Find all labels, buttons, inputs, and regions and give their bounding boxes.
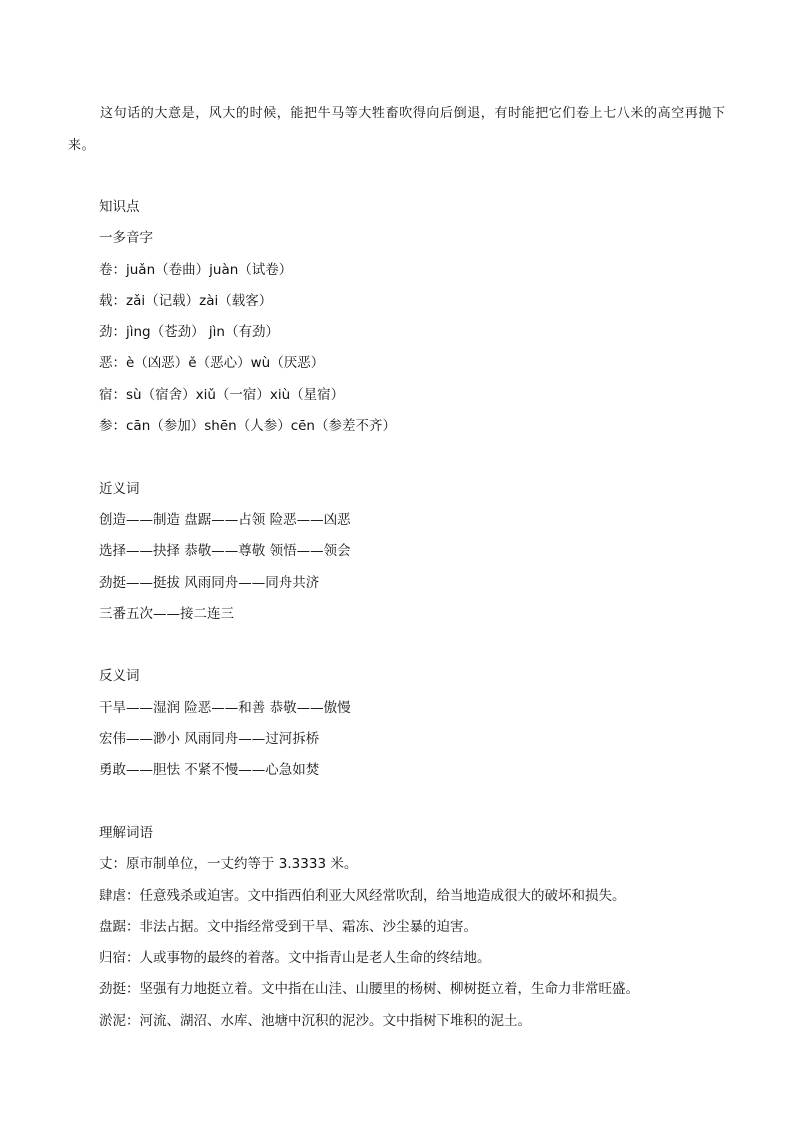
polyphone-item: 参：cān（参加）shēn（人参）cēn（参差不齐） <box>99 418 396 435</box>
intro-paragraph: 这句话的大意是，风大的时候，能把牛马等大牲畜吹得向后倒退，有时能把它们卷上七八米的高空再抛下来。 <box>68 106 726 153</box>
polyphone-item: 卷：juǎn（卷曲）juàn（试卷） <box>99 261 293 278</box>
vocab-item: 盘踞：非法占据。文中指经常受到干旱、霜冻、沙尘暴的迫害。 <box>99 918 477 935</box>
synonym-item: 劲挺——挺拔 风雨同舟——同舟共济 <box>99 574 320 591</box>
polyphone-item: 载：zǎi（记载）zài（载客） <box>99 292 273 309</box>
antonym-item: 干旱——湿润 险恶——和善 恭敬——傲慢 <box>99 699 351 716</box>
polyphone-item: 劲：jìng（苍劲） jìn（有劲） <box>99 324 279 341</box>
antonyms-heading: 反义词 <box>99 668 140 685</box>
synonym-item: 创造——制造 盘踞——占领 险恶——凶恶 <box>99 511 351 528</box>
antonym-item: 勇敢——胆怯 不紧不慢——心急如焚 <box>99 762 320 779</box>
polyphone-item: 恶：è（凶恶）ě（恶心）wù（厌恶） <box>99 355 325 372</box>
vocab-item: 肆虐：任意残杀或迫害。文中指西伯利亚大风经常吹刮，给当地造成很大的破坏和损失。 <box>99 887 626 904</box>
vocab-item: 淤泥：河流、湖沼、水库、池塘中沉积的泥沙。文中指树下堆积的泥土。 <box>99 1012 531 1029</box>
section-spacer <box>99 442 739 473</box>
main-content <box>99 192 739 1037</box>
synonym-item: 选择——抉择 恭敬——尊敬 领悟——领会 <box>99 543 351 560</box>
vocab-item: 归宿：人或事物的最终的着落。文中指青山是老人生命的终结地。 <box>99 950 491 967</box>
vocab-heading: 理解词语 <box>99 824 153 841</box>
vocab-item: 劲挺：坚强有力地挺立着。文中指在山洼、山腰里的杨树、柳树挺立着，生命力非常旺盛。 <box>99 981 639 998</box>
vocab-item: 丈：原市制单位，一丈约等于 3.3333 米。 <box>99 856 358 873</box>
section-spacer <box>99 630 739 661</box>
polyphone-heading: 一多音字 <box>99 230 153 247</box>
synonym-item: 三番五次——接二连三 <box>99 605 234 622</box>
polyphone-item: 宿：sù（宿舍）xiǔ（一宿）xiù（星宿） <box>99 386 345 403</box>
section-spacer <box>99 787 739 818</box>
knowledge-heading: 知识点 <box>99 199 140 215</box>
antonym-item: 宏伟——渺小 风雨同舟——过河拆桥 <box>99 731 320 748</box>
synonyms-heading: 近义词 <box>99 480 140 497</box>
